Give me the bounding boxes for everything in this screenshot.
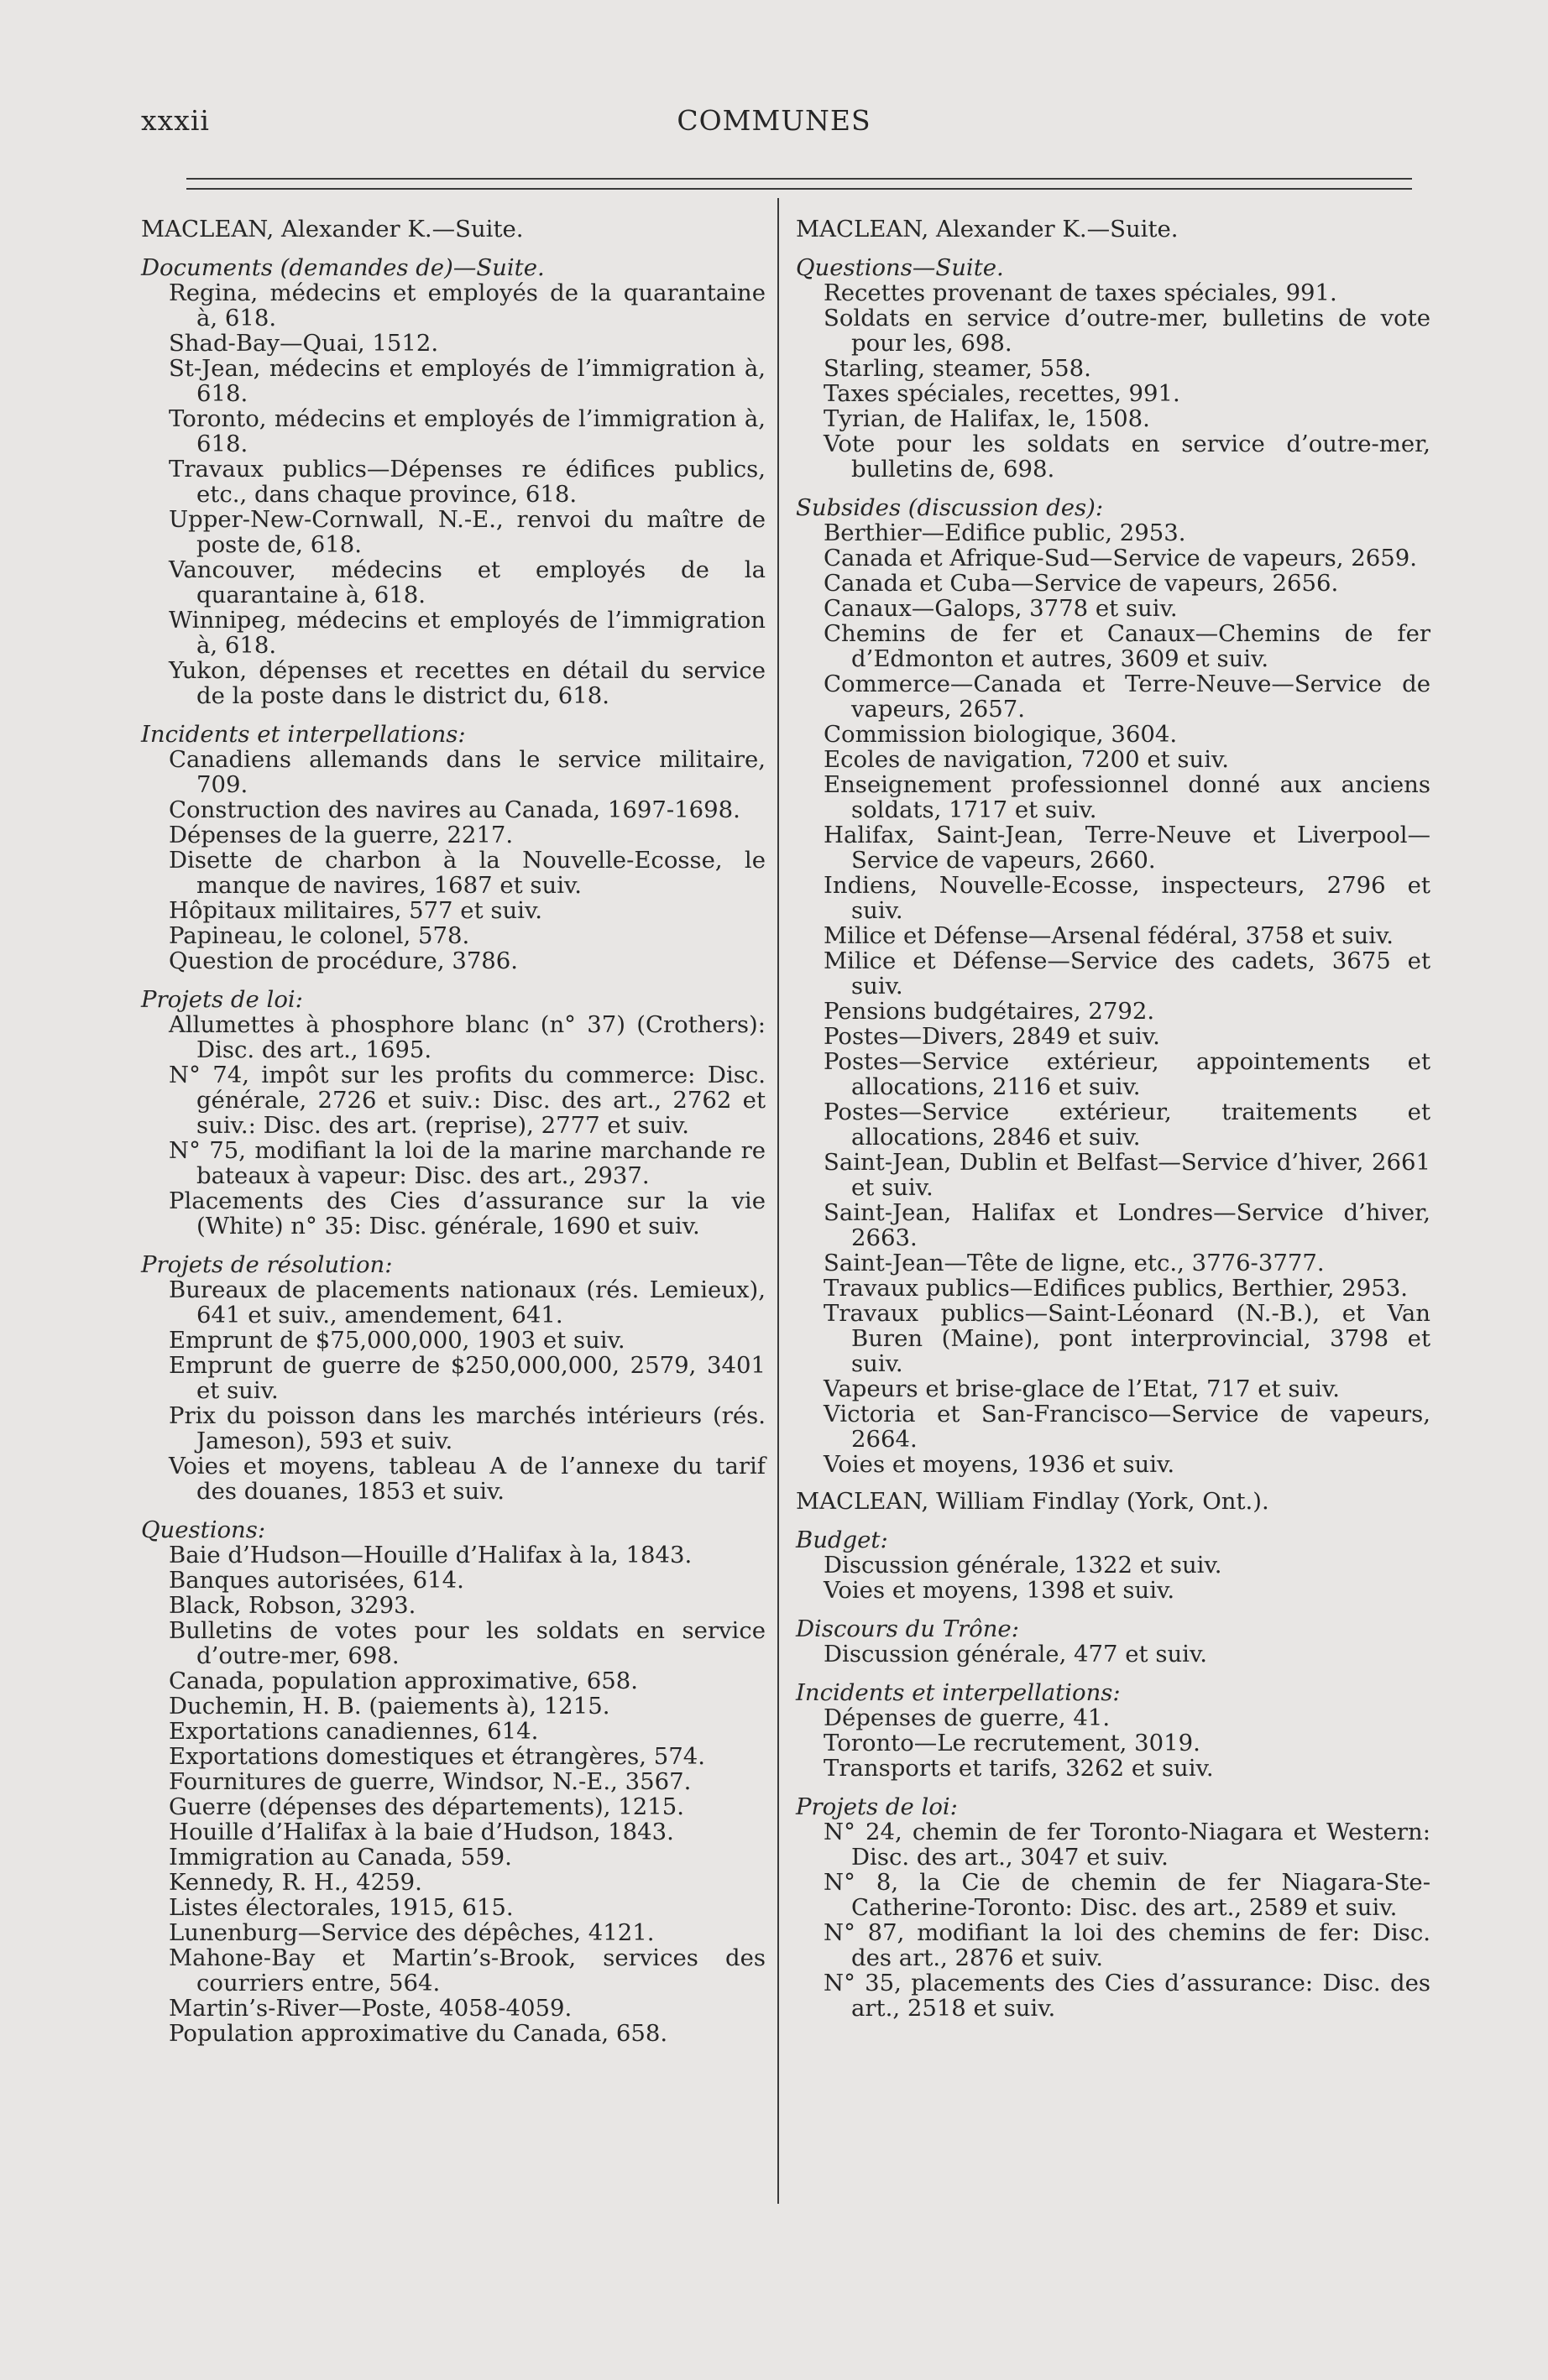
section-label: Budget:: [796, 1527, 888, 1553]
index-entry: Voies et moyens, 1398 et suiv.: [824, 1577, 1175, 1604]
index-entry: Saint-Jean—Tête de ligne, etc., 3776-3777.: [824, 1250, 1325, 1276]
index-entry: Canada, population approximative, 658.: [169, 1668, 638, 1694]
index-entry: Lunenburg—Service des dépêches, 4121.: [169, 1919, 655, 1946]
index-entry: Canada et Afrique-Sud—Service de vapeurs, 2659.: [824, 545, 1417, 572]
index-entry: Starling, steamer, 558.: [824, 355, 1091, 382]
index-entry: Mahone-Bay et Martin’s-Brook, services des courriers entre, 564.: [169, 1944, 766, 1996]
index-entry: Question de procédure, 3786.: [169, 947, 519, 974]
index-entry: Halifax, Saint-Jean, Terre-Neuve et Liverpool—Service de vapeurs, 2660.: [824, 822, 1430, 874]
index-entry: Upper-New-Cornwall, N.-E., renvoi du maître de poste de, 618.: [169, 506, 766, 558]
index-entry: Saint-Jean, Halifax et Londres—Service d’hiver, 2663.: [824, 1199, 1430, 1251]
index-entry: Tyrian, de Halifax, le, 1508.: [824, 405, 1150, 432]
index-entry: N° 35, placements des Cies d’assurance: Disc. des art., 2518 et suiv.: [824, 1970, 1430, 2022]
index-entry: Saint-Jean, Dublin et Belfast—Service d’hiver, 2661 et suiv.: [824, 1149, 1430, 1201]
index-entry: Vancouver, médecins et employés de la quarantaine à, 618.: [169, 556, 766, 608]
index-entry: Transports et tarifs, 3262 et suiv.: [824, 1755, 1214, 1782]
index-entry: Baie d’Hudson—Houille d’Halifax à la, 1843.: [169, 1542, 693, 1568]
entry-heading: MACLEAN, Alexander K.—Suite.: [796, 216, 1179, 243]
left-column: [141, 217, 766, 2046]
index-entry: Ecoles de navigation, 7200 et suiv.: [824, 746, 1230, 773]
index-entry: Immigration au Canada, 559.: [169, 1844, 512, 1871]
section-label: Projets de loi:: [141, 986, 303, 1013]
index-entry: Toronto, médecins et employés de l’immigration à, 618.: [169, 405, 766, 457]
section-label: Documents (demandes de)—Suite.: [141, 254, 545, 281]
index-entry: Commission biologique, 3604.: [824, 721, 1178, 748]
index-entry: Kennedy, R. H., 4259.: [169, 1869, 422, 1896]
index-entry: Dépenses de la guerre, 2217.: [169, 822, 514, 848]
index-entry: Voies et moyens, tableau A de l’annexe du tarif des douanes, 1853 et suiv.: [169, 1453, 766, 1505]
index-entry: Travaux publics—Saint-Léonard (N.-B.), et Van Buren (Maine), pont interprovincial, 3798 et suiv.: [824, 1300, 1430, 1377]
section-label: Projets de loi:: [796, 1793, 958, 1820]
index-entry: Construction des navires au Canada, 1697-1698.: [169, 796, 740, 823]
index-entry: Postes—Service extérieur, appointements et allocations, 2116 et suiv.: [824, 1048, 1430, 1100]
index-entry: N° 24, chemin de fer Toronto-Niagara et Western: Disc. des art., 3047 et suiv.: [824, 1819, 1430, 1871]
index-entry: Toronto—Le recrutement, 3019.: [824, 1730, 1200, 1756]
index-entry: Canada et Cuba—Service de vapeurs, 2656.: [824, 570, 1339, 597]
index-entry: Exportations canadiennes, 614.: [169, 1718, 539, 1745]
index-entry: Milice et Défense—Service des cadets, 3675 et suiv.: [824, 947, 1430, 999]
right-column: [796, 217, 1430, 2021]
index-entry: Fournitures de guerre, Windsor, N.-E., 3567.: [169, 1768, 692, 1795]
index-entry: St-Jean, médecins et employés de l’immigration à, 618.: [169, 355, 766, 407]
index-entry: Placements des Cies d’assurance sur la vie (White) n° 35: Disc. générale, 1690 et suiv.: [169, 1187, 766, 1240]
index-entry: Dépenses de guerre, 41.: [824, 1704, 1111, 1731]
index-entry: Victoria et San-Francisco—Service de vapeurs, 2664.: [824, 1401, 1430, 1453]
index-entry: Pensions budgétaires, 2792.: [824, 998, 1155, 1025]
index-entry: Houille d’Halifax à la baie d’Hudson, 1843.: [169, 1819, 674, 1845]
index-entry: Bulletins de votes pour les soldats en service d’outre-mer, 698.: [169, 1617, 766, 1669]
section-label: Subsides (discussion des):: [796, 494, 1104, 521]
section-label: Incidents et interpellations:: [796, 1679, 1121, 1706]
entry-heading: MACLEAN, William Findlay (York, Ont.).: [796, 1488, 1269, 1515]
index-entry: N° 8, la Cie de chemin de fer Niagara-Ste-Catherine-Toronto: Disc. des art., 2589 et suiv.: [824, 1869, 1430, 1921]
index-entry: Martin’s-River—Poste, 4058-4059.: [169, 1995, 573, 2022]
index-entry: Black, Robson, 3293.: [169, 1592, 416, 1619]
index-entry: Exportations domestiques et étrangères, 574.: [169, 1743, 705, 1770]
index-entry: Yukon, dépenses et recettes en détail du service de la poste dans le district du, 618.: [169, 657, 766, 709]
index-entry: N° 75, modifiant la loi de la marine marchande re bateaux à vapeur: Disc. des art., 2937.: [169, 1137, 766, 1189]
index-entry: Vote pour les soldats en service d’outre-mer, bulletins de, 698.: [824, 431, 1430, 483]
running-head: COMMUNES: [677, 104, 871, 137]
index-entry: Canaux—Galops, 3778 et suiv.: [824, 595, 1178, 622]
index-entry: Enseignement professionnel donné aux anciens soldats, 1717 et suiv.: [824, 771, 1430, 823]
index-entry: Indiens, Nouvelle-Ecosse, inspecteurs, 2796 et suiv.: [824, 872, 1430, 924]
index-entry: Regina, médecins et employés de la quarantaine à, 618.: [169, 279, 766, 331]
index-entry: Disette de charbon à la Nouvelle-Ecosse, le manque de navires, 1687 et suiv.: [169, 847, 766, 899]
index-entry: Hôpitaux militaires, 577 et suiv.: [169, 897, 542, 924]
header-rule-bottom: [186, 188, 1412, 190]
index-entry: Postes—Service extérieur, traitements et allocations, 2846 et suiv.: [824, 1099, 1430, 1151]
section-label: Incidents et interpellations:: [141, 721, 466, 748]
index-entry: Chemins de fer et Canaux—Chemins de fer d’Edmonton et autres, 3609 et suiv.: [824, 620, 1430, 672]
index-entry: Population approximative du Canada, 658.: [169, 2020, 668, 2047]
index-entry: Milice et Défense—Arsenal fédéral, 3758 et suiv.: [824, 922, 1394, 949]
column-divider: [777, 198, 779, 2204]
index-entry: Shad-Bay—Quai, 1512.: [169, 330, 439, 357]
index-entry: Allumettes à phosphore blanc (n° 37) (Crothers): Disc. des art., 1695.: [169, 1011, 766, 1063]
index-entry: Canadiens allemands dans le service militaire, 709.: [169, 746, 766, 798]
index-entry: Travaux publics—Edifices publics, Berthier, 2953.: [824, 1275, 1408, 1302]
index-entry: Discussion générale, 1322 et suiv.: [824, 1552, 1222, 1579]
section-label: Questions:: [141, 1516, 266, 1543]
index-entry: Prix du poisson dans les marchés intérieurs (rés. Jameson), 593 et suiv.: [169, 1402, 766, 1454]
index-entry: Commerce—Canada et Terre-Neuve—Service de vapeurs, 2657.: [824, 671, 1430, 723]
index-entry: Duchemin, H. B. (paiements à), 1215.: [169, 1693, 610, 1720]
index-entry: Postes—Divers, 2849 et suiv.: [824, 1023, 1160, 1050]
header-rule-top: [186, 178, 1412, 180]
index-entry: Bureaux de placements nationaux (rés. Lemieux), 641 et suiv., amendement, 641.: [169, 1276, 766, 1328]
index-entry: Guerre (dépenses des départements), 1215.: [169, 1793, 684, 1820]
entry-heading: MACLEAN, Alexander K.—Suite.: [141, 216, 524, 243]
index-entry: Taxes spéciales, recettes, 991.: [824, 380, 1180, 407]
section-label: Discours du Trône:: [796, 1615, 1019, 1642]
index-entry: Discussion générale, 477 et suiv.: [824, 1641, 1207, 1668]
index-entry: Recettes provenant de taxes spéciales, 991.: [824, 279, 1337, 306]
index-entry: Winnipeg, médecins et employés de l’immigration à, 618.: [169, 607, 766, 659]
index-entry: N° 74, impôt sur les profits du commerce: Disc. générale, 2726 et suiv.: Disc. des art., 2762 et suiv.: Disc. des art. (reprise), 2777 et suiv.: [169, 1062, 766, 1139]
index-entry: Berthier—Edifice public, 2953.: [824, 519, 1186, 546]
section-label: Projets de résolution:: [141, 1251, 393, 1278]
section-label: Questions—Suite.: [796, 254, 1004, 281]
index-entry: Voies et moyens, 1936 et suiv.: [824, 1451, 1175, 1478]
index-entry: Travaux publics—Dépenses re édifices publics, etc., dans chaque province, 618.: [169, 456, 766, 508]
index-entry: Banques autorisées, 614.: [169, 1567, 464, 1594]
index-entry: Vapeurs et brise-glace de l’Etat, 717 et suiv.: [824, 1375, 1340, 1402]
index-entry: N° 87, modifiant la loi des chemins de fer: Disc. des art., 2876 et suiv.: [824, 1919, 1430, 1971]
index-entry: Soldats en service d’outre-mer, bulletins de vote pour les, 698.: [824, 305, 1430, 357]
page-number: xxxii: [141, 104, 210, 137]
index-entry: Papineau, le colonel, 578.: [169, 922, 470, 949]
index-entry: Listes électorales, 1915, 615.: [169, 1894, 514, 1921]
index-entry: Emprunt de $75,000,000, 1903 et suiv.: [169, 1327, 625, 1354]
index-entry: Emprunt de guerre de $250,000,000, 2579, 3401 et suiv.: [169, 1352, 766, 1404]
